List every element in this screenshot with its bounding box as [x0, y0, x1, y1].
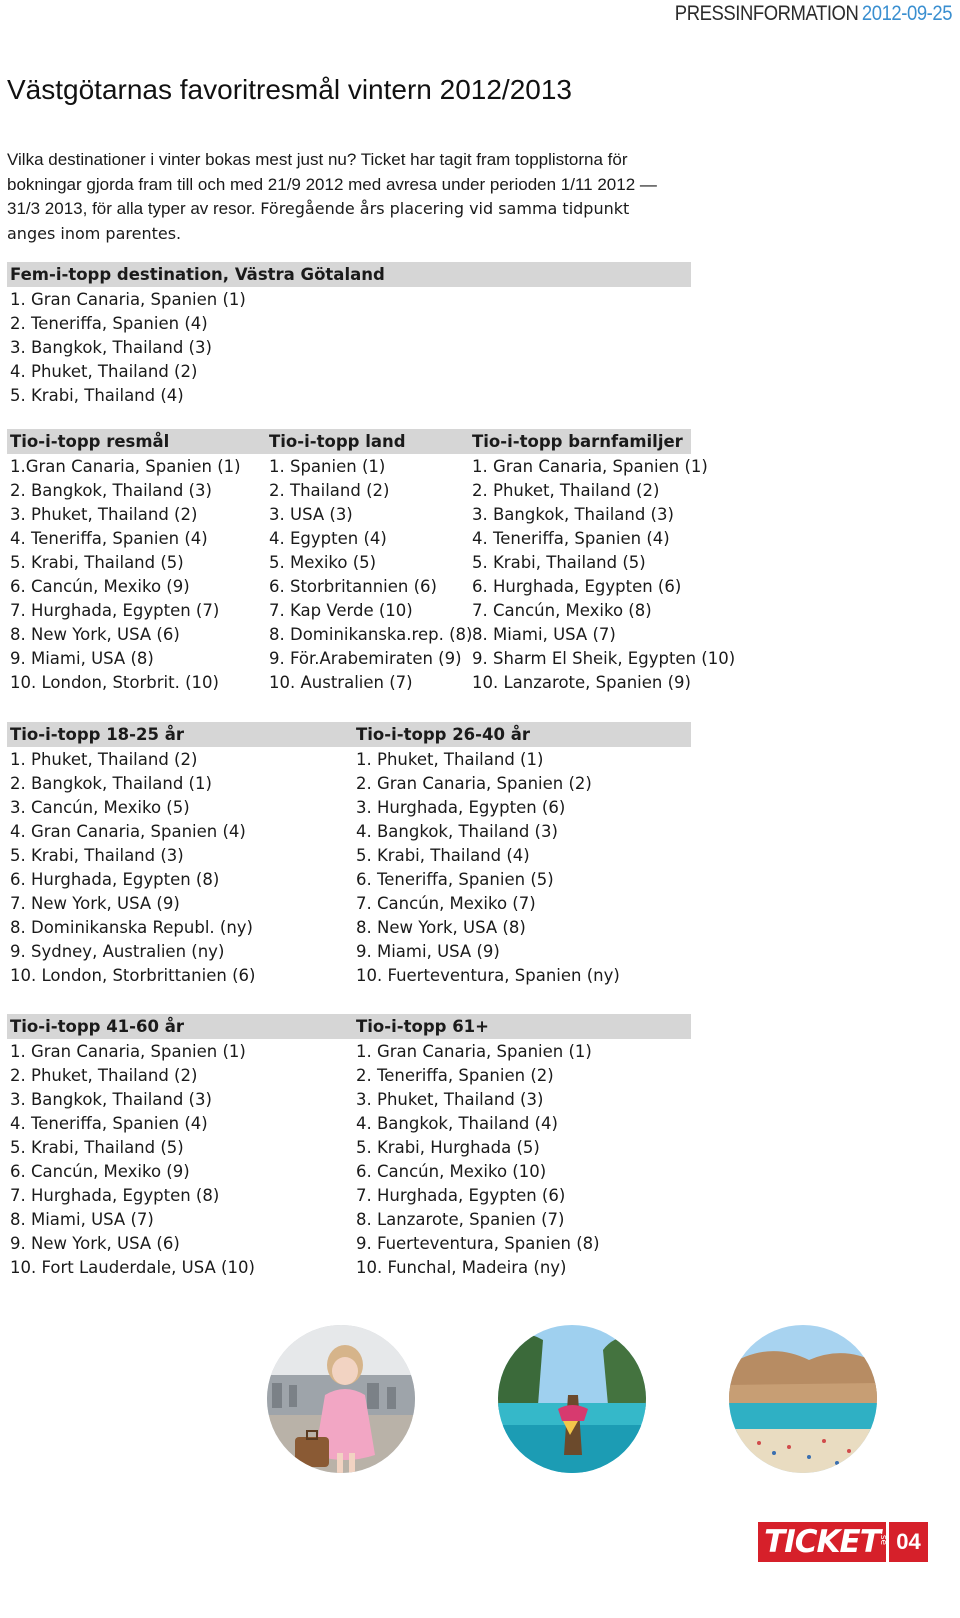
- list-item: 2. Thailand (2): [269, 481, 390, 500]
- top5-list: [10, 288, 246, 408]
- age26-heading: Tio-i-topp 26-40 år: [356, 725, 530, 744]
- list-item: 5. Krabi, Hurghada (5): [356, 1138, 540, 1157]
- list-item: 9. New York, USA (6): [10, 1234, 180, 1253]
- page-number: 04: [889, 1522, 928, 1562]
- ticket-logo-text: TICKET: [758, 1522, 886, 1562]
- list-item: 9. För.Arabemiraten (9): [269, 649, 462, 668]
- list-item: 8. New York, USA (8): [356, 918, 526, 937]
- list-item: 5. Krabi, Thailand (4): [356, 846, 530, 865]
- list-item: 1. Phuket, Thailand (2): [10, 750, 198, 769]
- land-list: [269, 455, 472, 695]
- intro-text-1: Vilka destinationer i vinter bokas mest just nu? Ticket har tagit fram topplistorna för bokningar gjorda fram till och med 21/9 2012 med avresa under perioden 1/11 2012 — 31/3 2013, för alla typer av resor.: [7, 150, 657, 218]
- age61-heading: Tio-i-topp 61+: [356, 1017, 489, 1036]
- top5-heading: Fem-i-topp destination, Västra Götaland: [10, 265, 385, 284]
- list-item: 3. Phuket, Thailand (3): [356, 1090, 544, 1109]
- girl-with-suitcase-photo: [267, 1325, 415, 1473]
- list-item: 3. Bangkok, Thailand (3): [10, 338, 212, 357]
- list-item: 7. Hurghada, Egypten (7): [10, 601, 220, 620]
- list-item: 5. Krabi, Thailand (5): [10, 553, 184, 572]
- list-item: 2. Gran Canaria, Spanien (2): [356, 774, 592, 793]
- list-item: 10. London, Storbrit. (10): [10, 673, 219, 692]
- top5-heading-bar: [7, 262, 691, 287]
- list-item: 9. Miami, USA (8): [10, 649, 154, 668]
- list-item: 7. Cancún, Mexiko (7): [356, 894, 536, 913]
- barnfamiljer-list: [472, 455, 735, 695]
- list-item: 7. New York, USA (9): [10, 894, 180, 913]
- age-old-section: [7, 1014, 691, 1277]
- list-item: 3. Bangkok, Thailand (3): [10, 1090, 212, 1109]
- list-item: 4. Phuket, Thailand (2): [10, 362, 198, 381]
- age18-list: [10, 748, 255, 988]
- list-item: 2. Teneriffa, Spanien (2): [356, 1066, 554, 1085]
- top10-heading-bar: [7, 429, 691, 454]
- list-item: 3. USA (3): [269, 505, 353, 524]
- list-item: 4. Gran Canaria, Spanien (4): [10, 822, 246, 841]
- land-heading: Tio-i-topp land: [269, 432, 406, 451]
- list-item: 9. Sydney, Australien (ny): [10, 942, 225, 961]
- list-item: 9. Sharm El Sheik, Egypten (10): [472, 649, 736, 668]
- list-item: 2. Phuket, Thailand (2): [472, 481, 660, 500]
- list-item: 6. Cancún, Mexiko (10): [356, 1162, 547, 1181]
- top5-section: [7, 262, 691, 405]
- list-item: 5. Krabi, Thailand (3): [10, 846, 184, 865]
- list-item: 8. Dominikanska Republ. (ny): [10, 918, 253, 937]
- list-item: 3. Cancún, Mexiko (5): [10, 798, 190, 817]
- list-item: 7. Hurghada, Egypten (6): [356, 1186, 566, 1205]
- list-item: 4. Bangkok, Thailand (3): [356, 822, 558, 841]
- list-item: 10. Australien (7): [269, 673, 413, 692]
- list-item: 2. Bangkok, Thailand (3): [10, 481, 212, 500]
- list-item: 1. Gran Canaria, Spanien (1): [356, 1042, 592, 1061]
- intro-text-2: Föregående års placering vid samma tidpunkt anges inom parentes.: [7, 199, 630, 243]
- list-item: 1. Gran Canaria, Spanien (1): [472, 457, 708, 476]
- ticket-logo: [758, 1522, 928, 1562]
- list-item: 10. Lanzarote, Spanien (9): [472, 673, 691, 692]
- resmal-list: [10, 455, 241, 695]
- list-item: 6. Cancún, Mexiko (9): [10, 1162, 190, 1181]
- list-item: 1.Gran Canaria, Spanien (1): [10, 457, 241, 476]
- list-item: 8. Miami, USA (7): [472, 625, 616, 644]
- intro-paragraph: [7, 148, 667, 246]
- list-item: 6. Cancún, Mexiko (9): [10, 577, 190, 596]
- list-item: 2. Bangkok, Thailand (1): [10, 774, 212, 793]
- age41-list: [10, 1040, 255, 1280]
- list-item: 10. Funchal, Madeira (ny): [356, 1258, 567, 1277]
- age-old-heading-bar: [7, 1014, 691, 1039]
- photo-row: [0, 1325, 960, 1475]
- list-item: 8. Dominikanska.rep. (8): [269, 625, 473, 644]
- list-item: 6. Hurghada, Egypten (8): [10, 870, 220, 889]
- list-item: 4. Egypten (4): [269, 529, 387, 548]
- age61-list: [356, 1040, 600, 1280]
- list-item: 8. New York, USA (6): [10, 625, 180, 644]
- list-item: 10. Fuerteventura, Spanien (ny): [356, 966, 620, 985]
- list-item: 10. Fort Lauderdale, USA (10): [10, 1258, 255, 1277]
- list-item: 2. Teneriffa, Spanien (4): [10, 314, 208, 333]
- resmal-heading: Tio-i-topp resmål: [10, 432, 170, 451]
- list-item: 4. Teneriffa, Spanien (4): [472, 529, 670, 548]
- list-item: 9. Fuerteventura, Spanien (8): [356, 1234, 600, 1253]
- age18-heading: Tio-i-topp 18-25 år: [10, 725, 184, 744]
- list-item: 5. Mexiko (5): [269, 553, 377, 572]
- age-young-section: [7, 722, 691, 985]
- list-item: 6. Hurghada, Egypten (6): [472, 577, 682, 596]
- list-item: 1. Phuket, Thailand (1): [356, 750, 544, 769]
- list-item: 6. Storbritannien (6): [269, 577, 437, 596]
- list-item: 4. Teneriffa, Spanien (4): [10, 529, 208, 548]
- press-header: [675, 2, 952, 26]
- list-item: 4. Teneriffa, Spanien (4): [10, 1114, 208, 1133]
- tropical-boat-photo: [498, 1325, 646, 1473]
- list-item: 9. Miami, USA (9): [356, 942, 500, 961]
- list-item: 8. Lanzarote, Spanien (7): [356, 1210, 565, 1229]
- list-item: 8. Miami, USA (7): [10, 1210, 154, 1229]
- list-item: 1. Gran Canaria, Spanien (1): [10, 290, 246, 309]
- list-item: 6. Teneriffa, Spanien (5): [356, 870, 554, 889]
- list-item: 5. Krabi, Thailand (5): [472, 553, 646, 572]
- list-item: 3. Bangkok, Thailand (3): [472, 505, 674, 524]
- barnfamiljer-heading: Tio-i-topp barnfamiljer: [472, 432, 683, 451]
- list-item: 5. Krabi, Thailand (4): [10, 386, 184, 405]
- list-item: 2. Phuket, Thailand (2): [10, 1066, 198, 1085]
- list-item: 7. Hurghada, Egypten (8): [10, 1186, 220, 1205]
- top10-section: [7, 429, 736, 692]
- press-date: 2012-09-25: [861, 2, 952, 25]
- list-item: 4. Bangkok, Thailand (4): [356, 1114, 558, 1133]
- list-item: 1. Spanien (1): [269, 457, 386, 476]
- list-item: 7. Kap Verde (10): [269, 601, 413, 620]
- list-item: 10. London, Storbrittanien (6): [10, 966, 256, 985]
- page-title: Västgötarnas favoritresmål vintern 2012/2013: [7, 74, 572, 105]
- list-item: 3. Hurghada, Egypten (6): [356, 798, 566, 817]
- age26-list: [356, 748, 620, 988]
- list-item: 3. Phuket, Thailand (2): [10, 505, 198, 524]
- list-item: 5. Krabi, Thailand (5): [10, 1138, 184, 1157]
- press-label: PRESSINFORMATION: [674, 2, 859, 25]
- age-young-heading-bar: [7, 722, 691, 747]
- ticket-logo-domain: .se: [878, 1532, 888, 1546]
- beach-photo: [729, 1325, 877, 1473]
- list-item: 1. Gran Canaria, Spanien (1): [10, 1042, 246, 1061]
- list-item: 7. Cancún, Mexiko (8): [472, 601, 652, 620]
- age41-heading: Tio-i-topp 41-60 år: [10, 1017, 184, 1036]
